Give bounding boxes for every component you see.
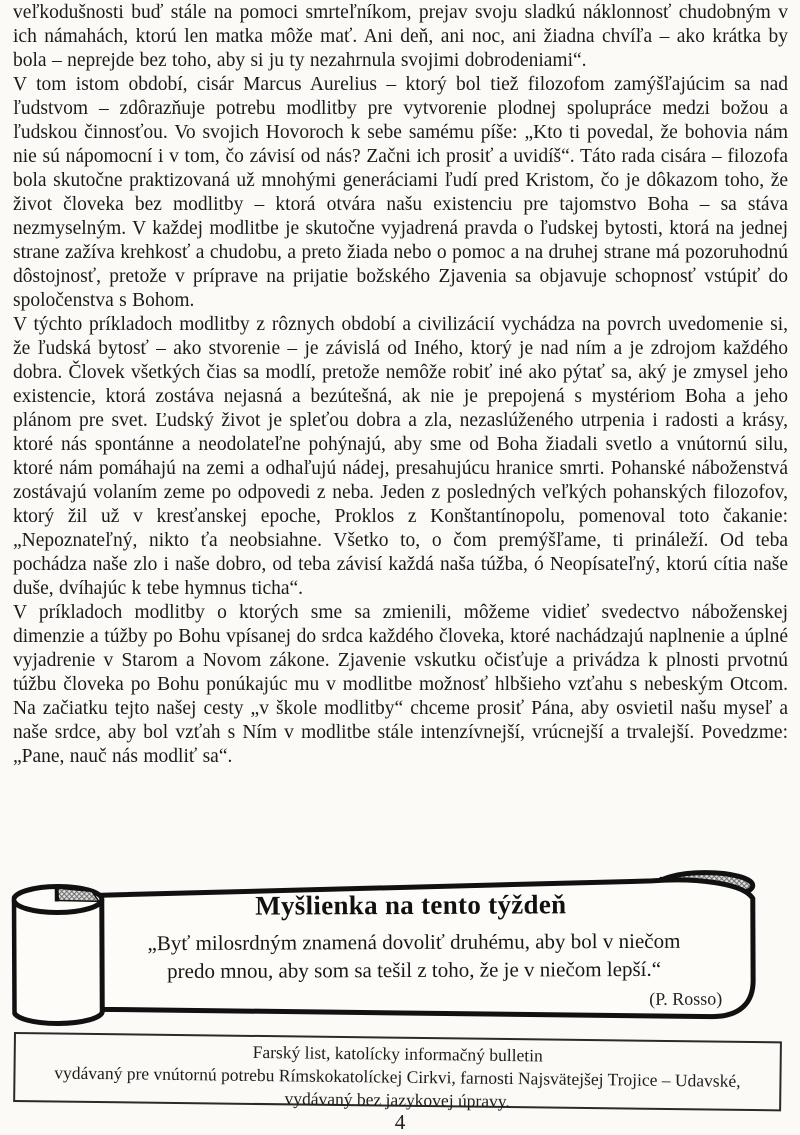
banner-quote: „Byť milosrdným znamená dovoliť druhému, aby bol v niečom predo mnou, aby som sa tešil z toho, že je v niečom lepší.“ [147, 928, 681, 984]
banner-title: Myšlienka na tento týždeň [255, 889, 567, 921]
paragraph: V príkladoch modlitby o ktorých sme sa zmienili, môžeme vidieť svedectvo náboženskej dimenzie a túžby po Bohu vpísanej do srdca každého človeka, ktoré nachádzajú naplnenie a úplné vyjadrenie v Starom a Novom zákone. Zjavenie vskutku očisťuje a privádza k plnosti prvotnú túžbu človeka po Bohu ponúkajúc mu v modlitbe možnosť hlbšieho vzťahu s nebeským Otcom. Na začiatku tejto našej cesty „v škole modlitby“ chceme prosiť Pána, aby osvietil našu myseľ a naše srdce, aby bol vzťah s Ním v modlitbe stále intenzívnejší, vrúcnejší a trvalejší. Povedzme: „Pane, nauč nás modliť sa“. [13, 602, 788, 767]
thought-of-the-week-banner [12, 868, 791, 1033]
quote-attribution: (P. Rosso) [649, 988, 723, 1009]
imprint-line: vydávaný pre vnútornú potrebu Rímskokatolíckej Cirkvi, farnosti Najsvätejšej Trojice – Udavské, [54, 1062, 741, 1091]
body-text [13, 1, 788, 870]
imprint-line: vydávaný bez jazykovej úpravy. [284, 1088, 510, 1112]
paragraph: V týchto príkladoch modlitby z rôznych období a civilizácií vychádza na povrch uvedomenie si, že ľudská bytosť – ako stvorenie – je závislá od Iného, ktorý je nad ním a je zdrojom každého dobra. Človek všetkých čias sa modlí, pretože nemôže robiť iné ako pýtať sa, aký je zmysel jeho existencie, ktorá zostáva nejasná a bezútešná, ak nie je prepojená s mystériom Boha a jeho plánom pre svet. Ľudský život je spleťou dobra a zla, nezaslúženého utrpenia i radosti a krásy, ktoré nás spontánne a neodolateľne pohýnajú, aby sme od Boha žiadali svetlo a vnútornú silu, ktoré nám pomáhajú na zemi a odhaľujú nádej, presahujúcu hranice smrti. Pohanské náboženstvá zostávajú volaním zeme po odpovedi z neba. Jeden z posledných veľkých pohanských filozofov, ktorý žil už v kresťanskej epoche, Proklos z Konštantínopolu, pomenoval toto čakanie: „Nepoznateľný, nikto ťa neobsiahne. Všetko to, o čom premýšľame, ti prináleží. Od teba pochádza naše zlo i naše dobro, od teba závisí každá naša túžba, ó Neopísateľný, ktorú cítia naše duše, dvíhajúc k tebe hymnus ticha“. [13, 314, 788, 599]
paragraph: veľkodušnosti buď stále na pomoci smrteľníkom, prejav svoju sladkú náklonnosť chudobným v ich námahách, ktorú len matka môže mať. Ani deň, ani noc, ani žiadna chvíľa – ako krátka by bola – neprejde bez toho, aby si ju ty nezahrnula svojimi dobrodeniami“. [13, 2, 788, 71]
imprint-line: Farský list, katolícky informačný bulletin [252, 1041, 543, 1066]
page-number: 4 [394, 1110, 406, 1134]
paragraph: V tom istom období, cisár Marcus Aurelius – ktorý bol tiež filozofom zamýšľajúcim sa nad ľudstvom – zdôrazňuje potrebu modlitby pre vytvorenie plodnej spolupráce medzi božou a ľudskou činnosťou. Vo svojich Hovoroch k sebe samému píše: „Kto ti povedal, že bohovia nám nie sú nápomocní i v tom, čo závisí od nás? Začni ich prosiť a uvidíš“. Táto rada cisára – filozofa bola skutočne praktizovaná už mnohými generáciami ľudí pred Kristom, čo je dôkazom toho, že život človeka bez modlitby – ktorá otvára našu existenciu pre tajomstvo Boha – sa stáva nezmyselným. V každej modlitbe je skutočne vyjadrená pravda o ľudskej bytosti, ktorá na jednej strane zažíva krehkosť a chudobu, a preto žiada nebo o pomoc a na druhej strane má pozoruhodnú dôstojnosť, pretože v príprave na prijatie božského Zjavenia sa objavuje schopnosť vstúpiť do spoločenstva s Bohom. [13, 74, 788, 311]
imprint-box [13, 1032, 782, 1111]
